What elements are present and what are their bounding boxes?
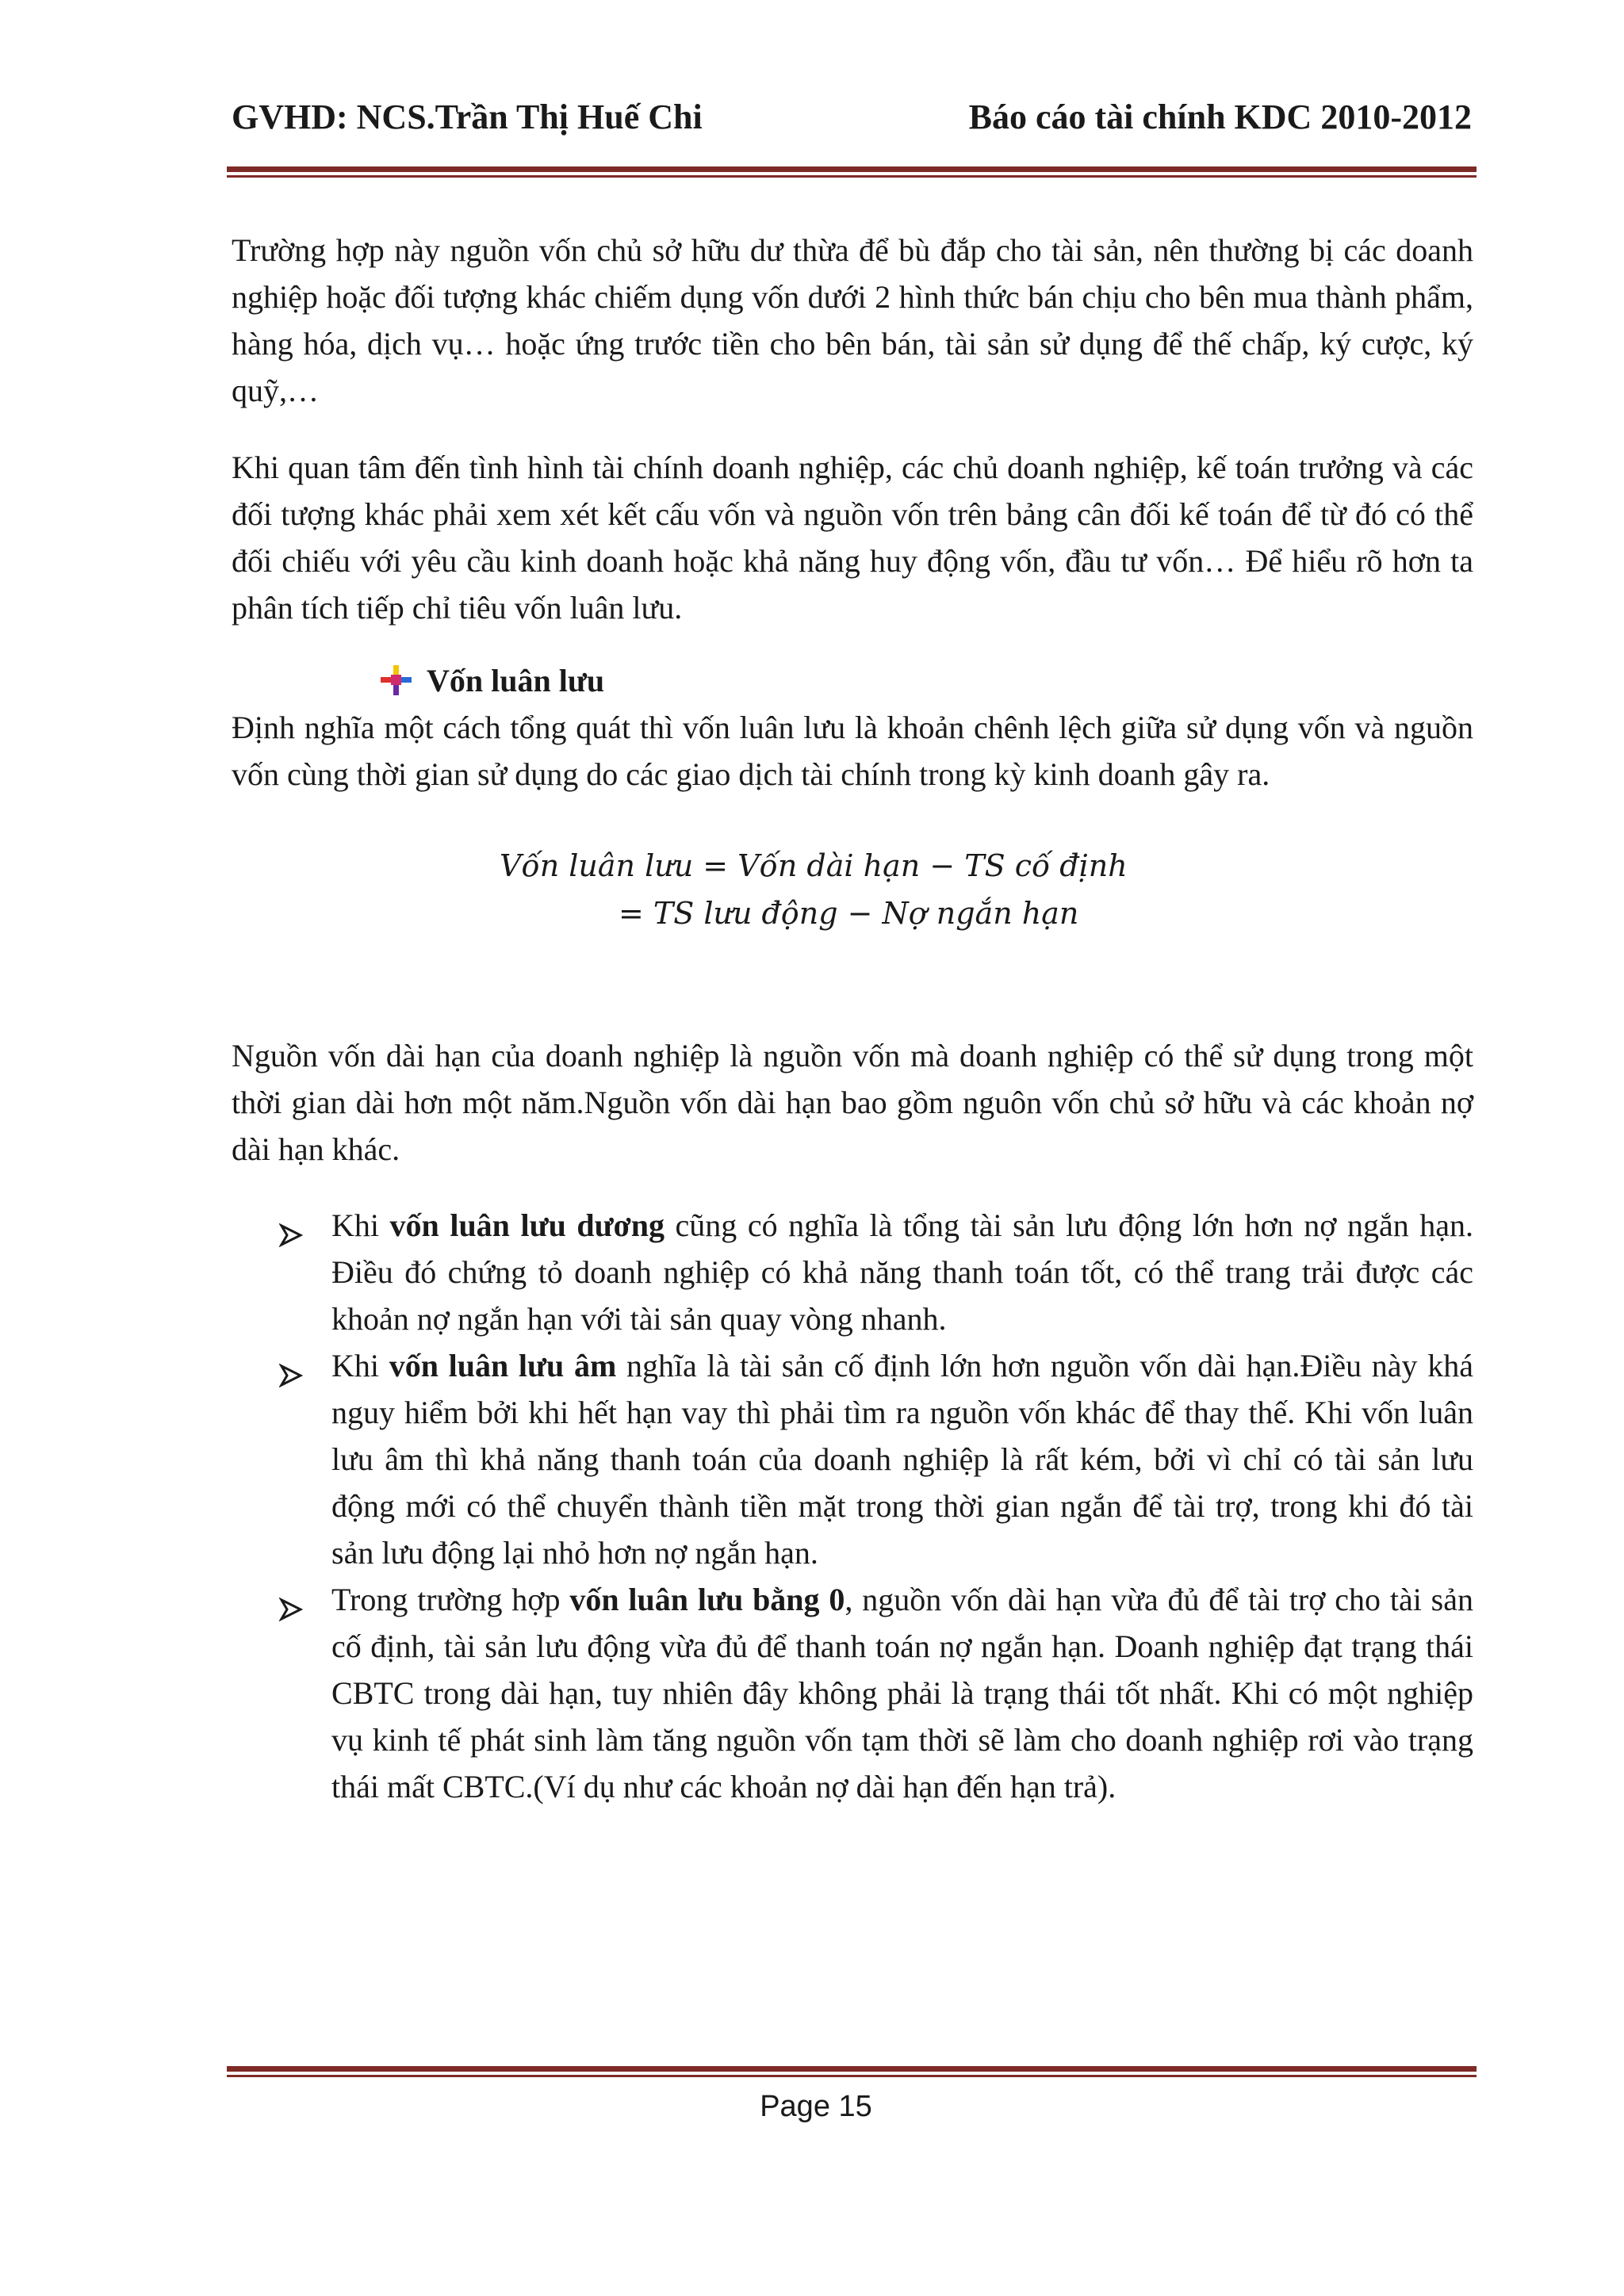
arrowhead-icon — [279, 1213, 303, 1237]
paragraph-1-text: Trường hợp này nguồn vốn chủ sở hữu dư thừa để bù đắp cho tài sản, nên thường bị các doanh nghiệp hoặc đối tượng khác chiếm dụng vốn dưới 2 hình thức bán chịu cho bên mua thành phẩm, hàng hóa, dịch vụ… hoặc ứng trước tiền cho bên bán, tài sản sử dụng để thế chấp, ký cược, ký quỹ,… — [232, 232, 1473, 408]
bullet-item-negative — [279, 1342, 1473, 1576]
header-advisor: GVHD: NCS.Trần Thị Huế Chi — [232, 98, 703, 136]
bullet-3-pre: Trong trường hợp — [331, 1582, 570, 1617]
arrowhead-icon — [279, 1353, 303, 1377]
paragraph-4-text: Nguồn vốn dài hạn của doanh nghiệp là nguồn vốn mà doanh nghiệp có thể sử dụng trong một thời gian dài hơn một năm.Nguồn vốn dài hạn bao gồm nguôn vốn chủ sở hữu và các khoản nợ dài hạn khác. — [232, 1038, 1473, 1167]
subheading-label: Vốn luân lưu — [427, 663, 605, 698]
footer-rule-thick — [227, 2066, 1477, 2072]
bullet-1-bold: vốn luân lưu dương — [389, 1207, 665, 1243]
bullet-3-post: , nguồn vốn dài hạn vừa đủ để tài trợ cho tài sản cố định, tài sản lưu động vừa đủ để thanh toán nợ ngắn hạn. Doanh nghiệp đạt trạng thái CBTC trong dài hạn, tuy nhiên đây không phải là trạng thái tốt nhất. Khi có một nghiệp vụ kinh tế phát sinh làm tăng nguồn vốn tạm thời sẽ làm cho doanh nghiệp rơi vào trạng thái mất CBTC.(Ví dụ như các khoản nợ dài hạn đến hạn trả). — [331, 1582, 1473, 1804]
paragraph-3-text: Định nghĩa một cách tổng quát thì vốn luân lưu là khoản chênh lệch giữa sử dụng vốn và nguồn vốn cùng thời gian sử dụng do các giao dịch tài chính trong kỳ kinh doanh gây ra. — [232, 710, 1473, 792]
formula-line-2: = TS lưu động − Nợ ngắn hạn — [619, 896, 1079, 931]
bullet-list — [279, 1202, 1473, 1810]
paragraph-1 — [232, 227, 1473, 414]
arrowhead-icon — [279, 1587, 303, 1611]
header-rule-thin — [227, 175, 1477, 178]
subheading-von-luan-luu — [379, 660, 604, 702]
formula-line-1: Vốn luân lưu = Vốn dài hạn − TS cố định — [500, 848, 1128, 883]
bullet-3-bold: vốn luân lưu bằng 0 — [569, 1582, 845, 1617]
paragraph-3 — [232, 704, 1473, 798]
bullet-1-pre: Khi — [331, 1207, 390, 1243]
bullet-1-post: cũng có nghĩa là tổng tài sản lưu động lớn hơn nợ ngắn hạn. Điều đó chứng tỏ doanh nghiệp có khả năng thanh toán tốt, có thể trang trải được các khoản nợ ngắn hạn với tài sản quay vòng nhanh. — [331, 1207, 1474, 1337]
bullet-2-post: nghĩa là tài sản cố định lớn hơn nguồn vốn dài hạn.Điều này khá nguy hiểm bởi khi hết hạn vay thì phải tìm ra nguồn vốn khác để thay thế. Khi vốn luân lưu âm thì khả năng thanh toán của doanh nghiệp là rất kém, bởi vì chỉ có tài sản lưu động mới có thể chuyển thành tiền mặt trong thời gian ngắn để tài trợ, trong khi đó tài sản lưu động lại nhỏ hơn nợ ngắn hạn. — [331, 1348, 1473, 1571]
paragraph-2-text: Khi quan tâm đến tình hình tài chính doanh nghiệp, các chủ doanh nghiệp, kế toán trưởng và các đối tượng khác phải xem xét kết cấu vốn và nguồn vốn trên bảng cân đối kế toán để từ đó có thể đối chiếu với yêu cầu kinh doanh hoặc khả năng huy động vốn, đầu tư vốn… Để hiểu rõ hơn ta phân tích tiếp chỉ tiêu vốn luân lưu. — [232, 450, 1473, 626]
header-rule-thick — [227, 166, 1477, 172]
bullet-item-zero — [279, 1576, 1473, 1810]
bullet-2-bold: vốn luân lưu âm — [389, 1348, 617, 1383]
page-number: Page 15 — [760, 2090, 872, 2123]
paragraph-4 — [232, 1032, 1473, 1173]
colored-plus-icon — [379, 664, 414, 698]
bullet-item-positive — [279, 1202, 1473, 1342]
header-report-title: Báo cáo tài chính KDC 2010-2012 — [968, 98, 1472, 136]
footer-rule-thin — [227, 2075, 1477, 2077]
bullet-2-pre: Khi — [331, 1348, 389, 1383]
paragraph-2 — [232, 444, 1473, 631]
